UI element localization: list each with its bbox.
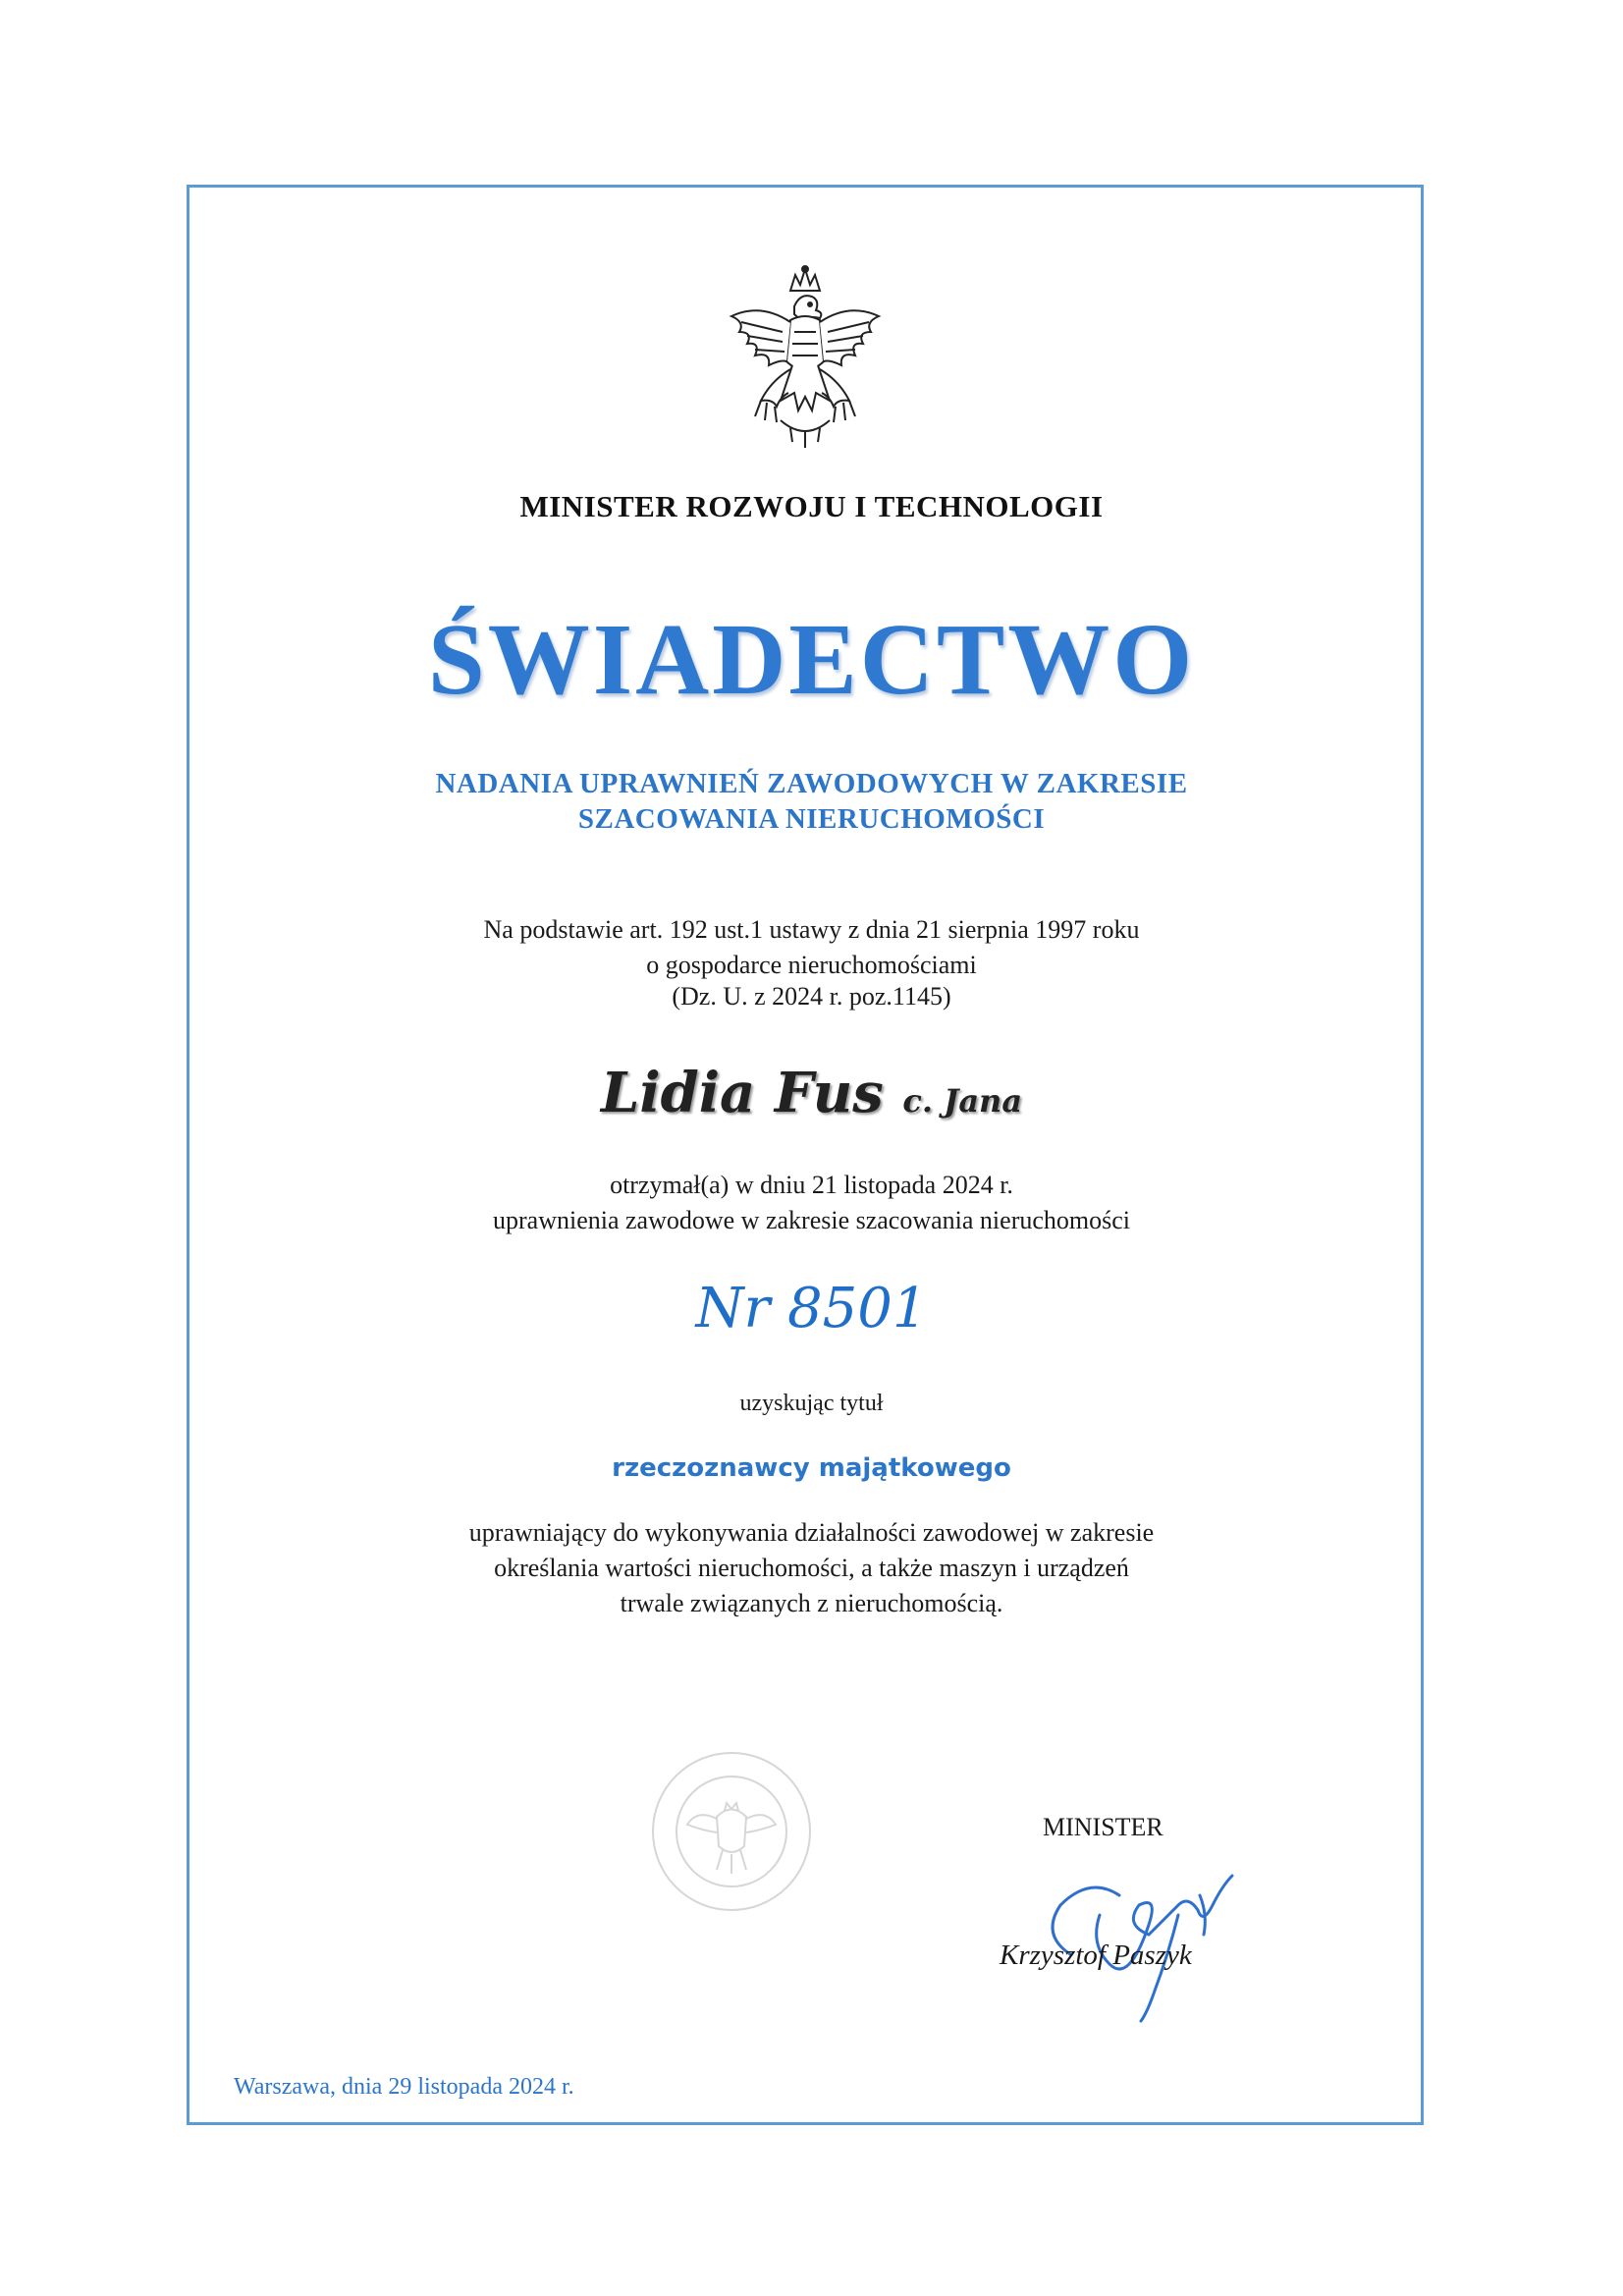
description-line-1: uprawniający do wykonywania działalności zawodowej w zakresie <box>468 1518 1155 1547</box>
issuer-heading: MINISTER ROZWOJU I TECHNOLOGII <box>519 489 1104 523</box>
white-eagle-emblem-icon <box>722 263 889 450</box>
legal-basis-line-2: o gospodarce nieruchomościami <box>646 951 977 979</box>
received-line-1: otrzymał(a) w dniu 21 listopada 2024 r. <box>610 1171 1013 1199</box>
holder-name: Lidia Fus <box>600 1061 884 1125</box>
professional-title: rzeczoznawcy majątkowego <box>612 1453 1011 1483</box>
holder-parent: c. Jana <box>902 1082 1023 1120</box>
certificate-subtitle-line-1: NADANIA UPRAWNIEŃ ZAWODOWYCH W ZAKRESIE <box>435 768 1188 799</box>
description-line-2: określania wartości nieruchomości, a także maszyn i urządzeń <box>494 1554 1129 1582</box>
embossed-seal-icon <box>648 1748 815 1915</box>
certificate-subtitle-line-2: SZACOWANIA NIERUCHOMOŚCI <box>577 803 1046 835</box>
place-and-date: Warszawa, dnia 29 listopada 2024 r. <box>234 2074 574 2100</box>
certificate-number: Nr 8501 <box>695 1277 928 1340</box>
signatory-name: Krzysztof Paszyk <box>1000 1940 1192 1971</box>
description-line-3: trwale związanych z nieruchomością. <box>620 1589 1003 1617</box>
legal-basis-line-3: (Dz. U. z 2024 r. poz.1145) <box>672 982 951 1011</box>
signatory-role: MINISTER <box>1043 1813 1163 1841</box>
certificate-title: ŚWIADECTWO <box>427 603 1196 716</box>
title-intro: uzyskując tytuł <box>739 1391 884 1416</box>
received-line-2: uprawnienia zawodowe w zakresie szacowania nieruchomości <box>493 1206 1130 1234</box>
legal-basis-line-1: Na podstawie art. 192 ust.1 ustawy z dnia 21 sierpnia 1997 roku <box>483 915 1140 944</box>
holder <box>0 1061 1623 1125</box>
